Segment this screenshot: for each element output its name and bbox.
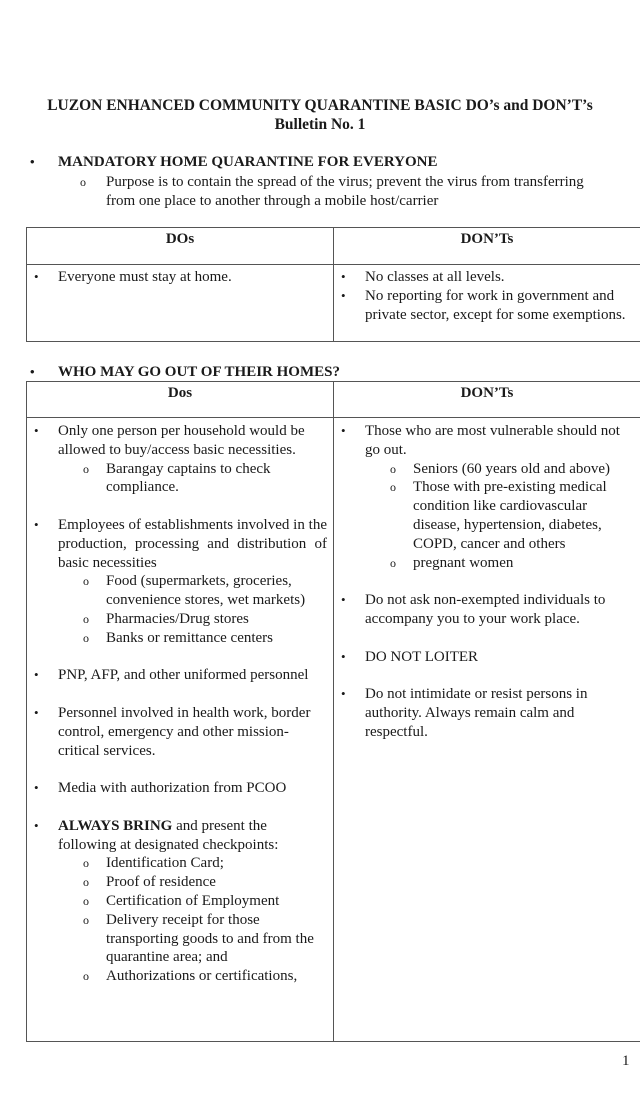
dont-subitem: o Those with pre-existing medical condition like cardiovascular disease, hypertension, diabetes, COPD, cancer and others: [365, 478, 634, 553]
do-item-media: • Media with authorization from PCOO: [27, 779, 327, 798]
do-subitem: o Barangay captains to check compliance.: [58, 460, 327, 498]
do-item-uniformed: • PNP, AFP, and other uniformed personnel: [27, 666, 327, 685]
quarantine-table: [26, 227, 640, 342]
dont-subitem: o pregnant women: [365, 554, 634, 573]
page-number: 1: [622, 1053, 630, 1069]
dont-item-loiter: • DO NOT LOITER: [334, 648, 634, 667]
do-item-employees: • Employees of establishments involved in the production, processing and distribution of basic necessities o Food (supermarkets, groceries, convenience stores, wet markets) o Pharmacies/Drug stores o Banks or remittance centers: [27, 516, 327, 648]
do-item-always-bring: • ALWAYS BRING and present the following at designated checkpoints: o Identification Card; o Proof of residence o Certification of Employment o Delivery receipt for those transporting goods to and from the quarantine area; and o Authorizations or certifications,: [27, 817, 327, 986]
document-title: [0, 96, 640, 134]
section-heading-text: MANDATORY HOME QUARANTINE FOR EVERYONE: [58, 154, 438, 170]
dos-header: DOs: [27, 228, 334, 265]
donts-header: DON’Ts: [334, 382, 640, 418]
dont-item: • No reporting for work in government and private sector, except for some exemptions.: [334, 287, 634, 325]
section-heading-who-may-go-out: [30, 363, 340, 382]
title-line-1: LUZON ENHANCED COMMUNITY QUARANTINE BASIC DO’s and DON’T’s: [47, 97, 593, 114]
do-subitem: o Pharmacies/Drug stores: [58, 610, 327, 629]
bullet-icon: •: [30, 154, 35, 169]
do-subitem: o Banks or remittance centers: [58, 629, 327, 648]
do-item-health-personnel: • Personnel involved in health work, border control, emergency and other mission-critical services.: [27, 704, 327, 760]
dos-cell: [27, 265, 334, 342]
do-subitem: o Food (supermarkets, groceries, convenience stores, wet markets): [58, 572, 327, 610]
who-may-go-out-table: [26, 381, 640, 1042]
dont-item-vulnerable: • Those who are most vulnerable should not go out. o Seniors (60 years old and above) o Those with pre-existing medical condition like cardiovascular disease, hypertension, diabetes, COPD, cancer and others o pregnant women: [334, 422, 634, 572]
section-heading-mandatory-quarantine: [30, 153, 438, 172]
dont-item: • No classes at all levels.: [334, 268, 634, 287]
donts-header: DON’Ts: [334, 228, 640, 265]
dont-item-non-exempted: • Do not ask non-exempted individuals to accompany you to your work place.: [334, 591, 634, 629]
dont-item-intimidate: • Do not intimidate or resist persons in authority. Always remain calm and respectful.: [334, 685, 634, 741]
dos-cell: [27, 418, 334, 1042]
do-subitem: o Certification of Employment: [58, 892, 327, 911]
purpose-text: Purpose is to contain the spread of the virus; prevent the virus from transferring from one place to another through a mobile host/carrier: [106, 174, 584, 209]
do-subitem: o Delivery receipt for those transporting goods to and from the quarantine area; and: [58, 911, 327, 967]
donts-cell: [334, 418, 640, 1042]
do-item-one-person: • Only one person per household would be allowed to buy/access basic necessities. o Barangay captains to check compliance.: [27, 422, 327, 497]
donts-cell: [334, 265, 640, 342]
section-heading-text: WHO MAY GO OUT OF THEIR HOMES?: [58, 364, 340, 380]
do-subitem: o Proof of residence: [58, 873, 327, 892]
dont-subitem: o Seniors (60 years old and above): [365, 460, 634, 479]
hollow-bullet-icon: o: [80, 175, 86, 189]
do-subitem: o Authorizations or certifications,: [58, 967, 327, 986]
dos-header: Dos: [27, 382, 334, 418]
do-item: • Everyone must stay at home.: [27, 268, 327, 287]
do-subitem: o Identification Card;: [58, 854, 327, 873]
title-line-2: Bulletin No. 1: [274, 116, 366, 133]
bullet-icon: •: [30, 364, 35, 379]
